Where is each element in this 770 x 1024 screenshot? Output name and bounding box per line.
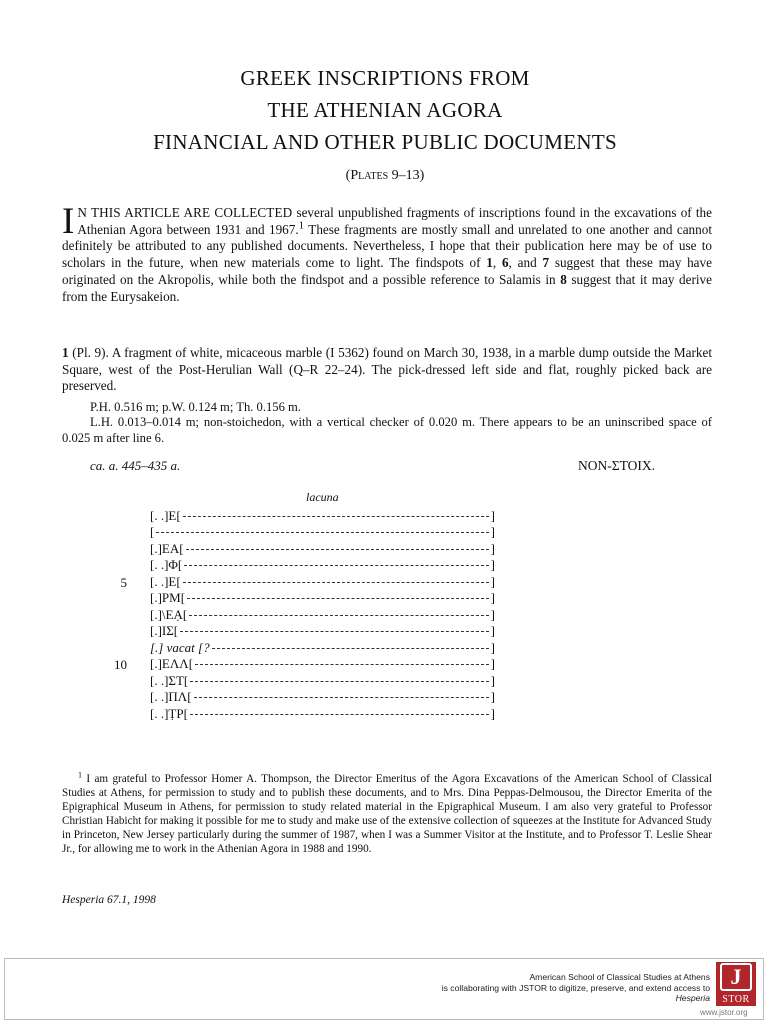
plates-word: Plates	[350, 168, 389, 183]
line-number-10: 10	[114, 657, 127, 672]
inscription-line-end: ]	[490, 541, 495, 556]
jstor-url-link[interactable]: www.jstor.org	[700, 1008, 748, 1017]
inscription-line	[150, 508, 495, 524]
inscription-line-text: [. .]ΠΛ[	[150, 689, 192, 704]
inscription-line-text: [. .]Φ[	[150, 557, 183, 572]
intro-text-3: suggest that these may have originated on the Akropolis, while both the findspot and a possible reference to Salamis in	[62, 255, 712, 287]
jstor-logo-word: STOR	[716, 994, 756, 1005]
stoichedon-note: NON-ΣΤΟΙΧ.	[578, 458, 655, 473]
article-title-line-3: FINANCIAL AND OTHER PUBLIC DOCUMENTS	[153, 130, 617, 154]
inscription-line	[150, 541, 495, 557]
inscription-line-text: [. .]ΣT[	[150, 673, 189, 688]
intro-text-2: These fragments are mostly small and unrelated to one another and cannot definitely be attributed to any published documents. Nevertheless, I hope that their publication here may be of use to scholars in the future, when new materials come to light. The findspots of	[62, 221, 712, 271]
footer-line-2: is collaborating with JSTOR to digitize, preserve, and extend access to	[441, 982, 710, 993]
footnote-1	[62, 772, 712, 856]
inscription-line-end: ]	[490, 706, 495, 721]
entry-1-description	[62, 345, 712, 395]
inscription-line-text: [	[150, 524, 155, 539]
inscription-line-end: ]	[490, 673, 495, 688]
article-title-line-2: THE ATHENIAN AGORA	[267, 98, 503, 122]
inscription-line	[150, 689, 495, 705]
line-number-5: 5	[120, 575, 127, 590]
inscription-line-end: ]	[490, 623, 495, 638]
inscription-line	[150, 524, 495, 540]
inscription-line-text: [. .]ṬP[	[150, 706, 188, 721]
inscription-line-end: ]	[490, 557, 495, 572]
inscription-line-end: ]	[490, 656, 495, 671]
inscription-line-text: [. .]E[	[150, 574, 181, 589]
ref-number-1: 1	[486, 255, 493, 271]
footnote-reference[interactable]: 1	[298, 219, 305, 232]
intro-text-1: several unpublished fragments of inscriptions found in the excavations of the Athenian Agora between 1931 and 1967.	[77, 205, 713, 237]
inscription-line-text: [.]IΣ[	[150, 623, 179, 638]
plates-range: 9–13)	[388, 168, 425, 183]
intro-sep-1: ,	[492, 255, 502, 271]
entry-1-dimensions: P.H. 0.516 m; p.W. 0.124 m; Th. 0.156 m.	[90, 400, 301, 414]
inscription-line-text: [.]EA[	[150, 541, 184, 556]
inscription-line-end: ]	[490, 590, 495, 605]
inscription-line-text: [.] vacat [?	[150, 640, 210, 655]
inscription-date: ca. a. 445–435 a.	[90, 458, 181, 473]
ref-number-7: 7	[542, 255, 550, 271]
jstor-footer-text	[290, 972, 710, 1004]
footnote-mark: 1	[78, 770, 82, 780]
jstor-logo-mark: J	[720, 963, 752, 991]
lacuna-label: lacuna	[306, 490, 339, 504]
journal-citation: Hesperia 67.1, 1998	[62, 894, 156, 906]
footer-line-1: American School of Classical Studies at Athens	[529, 972, 710, 982]
inscription-line-text: [. .]E[	[150, 508, 181, 523]
ref-number-6: 6	[501, 255, 509, 271]
inscription-line	[150, 656, 495, 672]
inscription-line-end: ]	[490, 508, 495, 523]
inscription-line-text: [.]EΛΛ[	[150, 656, 194, 671]
intro-sep-2: , and	[508, 255, 543, 271]
inscription-line-text: [.]\EẠ[	[150, 607, 188, 622]
article-title-line-1: GREEK INSCRIPTIONS FROM	[240, 66, 530, 90]
inscription-line-end: ]	[490, 574, 495, 589]
inscription-line	[150, 574, 495, 590]
inscription-line	[150, 706, 495, 722]
inscription-line	[150, 623, 495, 639]
inscription-line	[150, 607, 495, 623]
plates-open-paren: (	[345, 168, 351, 183]
intro-text-4: suggest that it may derive from the Eurysakeion.	[62, 271, 713, 304]
inscription-line	[150, 557, 495, 573]
inscription-line	[150, 590, 495, 606]
inscription-line-end: ]	[490, 689, 495, 704]
plates-reference	[0, 168, 770, 184]
inscription-line	[150, 673, 495, 689]
inscription-line-text: [.]PM[	[150, 590, 186, 605]
inscription-line-end: ]	[490, 640, 495, 655]
inscription-line-end: ]	[490, 524, 495, 539]
jstor-logo[interactable]	[716, 962, 756, 1006]
footnote-text: I am grateful to Professor Homer A. Thompson, the Director Emeritus of the Agora Excavations of the American School of Classical Studies at Athens, for permission to study and to publish these documents, and to Mrs. Dina Peppas-Delmousou, the Director Emerita of the Epigraphical Museum in Athens, for permission to study related material in the Epigraphical Museum. I am also very grateful to Professor Christian Habicht for making it possible for me to study and make use of the extensive collection of squeezes at the Institute for Advanced Study in Princeton, New Jersey particularly during the summer of 1987, when I was a Summer Visitor at the Institute, and to Professor T. Leslie Shear Jr., for allowing me to work in the Athenian Agora in 1988 and 1990.	[62, 773, 712, 855]
entry-1-letter-height: L.H. 0.013–0.014 m; non-stoichedon, with a vertical checker of 0.020 m. There appears to be an uninscribed space of 0.025 m after line 6.	[62, 415, 712, 445]
footer-journal-link[interactable]: Hesperia	[675, 993, 710, 1003]
entry-1-text: (Pl. 9). A fragment of white, micaceous marble (I 5362) found on March 30, 1938, in a marble dump outside the Market Square, west of the Post-Herulian Wall (Q–R 22–24). The pick-dressed left side and flat, roughly picked back are preserved.	[62, 345, 712, 394]
drop-cap: I	[62, 201, 75, 242]
entry-number: 1	[62, 345, 69, 360]
intro-small-caps: N THIS ARTICLE ARE COLLECTED	[77, 205, 293, 220]
intro-paragraph	[62, 201, 713, 305]
inscription-line	[150, 640, 495, 656]
inscription-line-end: ]	[490, 607, 495, 622]
ref-number-8: 8	[560, 271, 567, 287]
